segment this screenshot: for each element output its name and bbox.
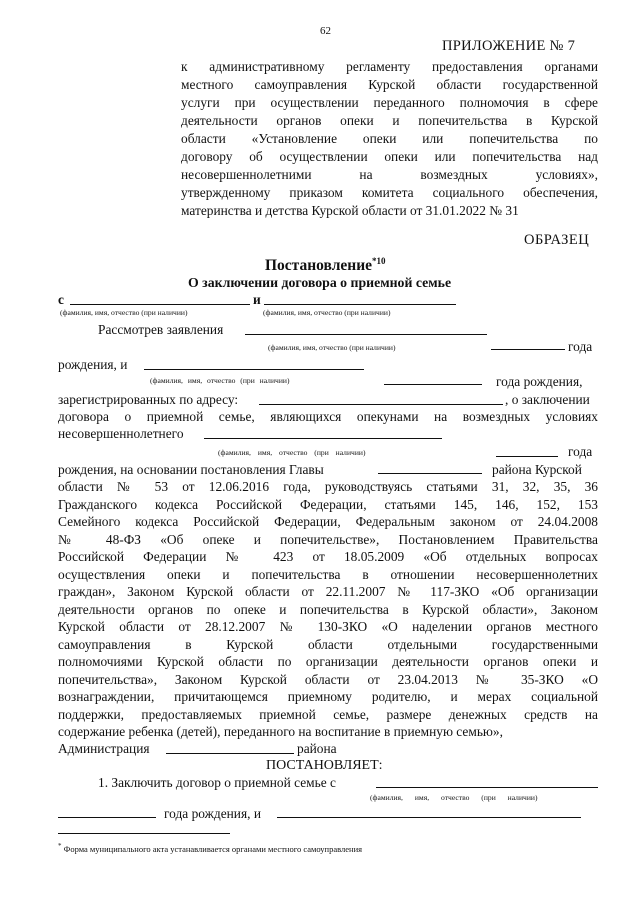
- caption-fio-2: (фамилия, имя, отчество (при наличии): [263, 308, 391, 317]
- birth-basis-end: района Курской: [492, 462, 582, 477]
- item-1-text: 1. Заключить договор о приемной семье с: [98, 775, 336, 790]
- body-line: содержание ребенка (детей), переданного на воспитание в приемную семью»,: [58, 724, 503, 739]
- on-conclusion-label: , о заключении: [505, 392, 590, 407]
- item-1-fio-blank[interactable]: [376, 787, 598, 788]
- administration-label: Администрация: [58, 741, 150, 756]
- registered-label: зарегистрированных по адресу:: [58, 392, 239, 407]
- minor-fio-blank[interactable]: [204, 438, 442, 439]
- year-label-2: года: [568, 444, 593, 459]
- fio-blank-1[interactable]: [70, 304, 250, 305]
- appendix-line: несовершеннолетними на возмездных условиях»,: [181, 167, 598, 182]
- item-1-year-blank[interactable]: [58, 817, 156, 818]
- sample-label: ОБРАЗЕЦ: [524, 232, 590, 248]
- document-title: [265, 251, 386, 276]
- body-line: Курской области от 28.12.2007 № 130-ЗКО «О наделении органов местного: [58, 619, 598, 634]
- year-blank-2[interactable]: [384, 384, 482, 385]
- body-line: области № 53 от 12.06.2016 года, руководствуясь статьями 31, 32, 35, 36: [58, 479, 598, 494]
- appendix-line: деятельности органов опеки и попечительства в Курской: [181, 113, 598, 128]
- year-blank-1[interactable]: [491, 349, 565, 350]
- footnote-separator: [58, 833, 230, 834]
- appendix-line: утвержденному приказом комитета социального обеспечения,: [181, 185, 598, 200]
- item-1-year-label: года рождения, и: [164, 806, 261, 821]
- year-blank-3[interactable]: [496, 456, 558, 457]
- title-text: Постановление: [265, 257, 373, 275]
- body-line: Гражданского кодекса Российской Федерации, статьями 145, 146, 152, 153: [58, 497, 598, 512]
- title-footnote-mark: *10: [372, 256, 386, 266]
- fio-blank-2[interactable]: [264, 304, 456, 305]
- contract-line: договора о приемной семье, являющихся опекунами на возмездных условиях: [58, 409, 598, 424]
- body-line: вознаграждении, причитающемся приемному родителю, и мерах социальной: [58, 689, 598, 704]
- fio-blank-3[interactable]: [144, 369, 364, 370]
- birth-and-label: рождения, и: [58, 357, 128, 372]
- year-label-1: года: [568, 339, 593, 354]
- body-line: № 48-ФЗ «Об опеке и попечительстве», Постановлением Правительства: [58, 532, 598, 547]
- body-line: граждан», Законом Курской области от 22.11.2007 № 117-ЗКО «Об организации: [58, 584, 598, 599]
- body-line: поддержки, предоставляемых приемной семье, размере денежных средств на: [58, 707, 598, 722]
- document-subtitle: О заключении договора о приемной семье: [188, 275, 452, 290]
- appendix-title: ПРИЛОЖЕНИЕ № 7: [442, 38, 576, 54]
- year-of-birth-label-1: года рождения,: [496, 374, 583, 389]
- appendix-line: области «Установление опеки или попечительства по: [181, 131, 598, 146]
- body-line: деятельности органов по опеке и попечительства в Курской области», Законом: [58, 602, 598, 617]
- prefix-s: с: [58, 292, 64, 307]
- appendix-line: местного самоуправления Курской области государственной: [181, 77, 598, 92]
- page-number: 62: [320, 25, 331, 37]
- caption-fio-6: (фамилия, имя, отчество (при наличии): [370, 793, 538, 802]
- appendix-line: материнства и детства Курской области от 31.01.2022 № 31: [181, 203, 519, 218]
- birth-basis-start: рождения, на основании постановления Главы: [58, 462, 324, 477]
- caption-fio-5: (фамилия, имя, отчество (при наличии): [218, 448, 366, 457]
- minor-label: несовершеннолетнего: [58, 426, 184, 441]
- footnote-mark: *: [58, 842, 62, 850]
- footnote: [58, 841, 362, 854]
- administration-blank[interactable]: [166, 753, 294, 754]
- body-line: попечительства», Законом Курской области от 23.04.2013 № 35-ЗКО «О: [58, 672, 598, 687]
- body-line: самоуправления в Курской области отдельными государственными: [58, 637, 598, 652]
- decree-heading: ПОСТАНОВЛЯЕТ:: [266, 758, 383, 773]
- prefix-i: и: [253, 292, 261, 307]
- caption-fio-1: (фамилия, имя, отчество (при наличии): [60, 308, 188, 317]
- footnote-text: Форма муниципального акта устанавливается органами местного самоуправления: [63, 843, 363, 854]
- head-name-blank[interactable]: [378, 473, 482, 474]
- district-label: района: [297, 741, 337, 756]
- body-line: осуществления опеки и попечительства в отношении несовершеннолетних: [58, 567, 598, 582]
- address-blank[interactable]: [259, 404, 503, 405]
- caption-fio-4: (фамилия, имя, отчество (при наличии): [150, 376, 290, 385]
- appendix-line: договору об осуществлении опеки или попечительства над: [181, 149, 598, 164]
- item-1-second-fio-blank[interactable]: [277, 817, 581, 818]
- applicant-blank[interactable]: [245, 334, 487, 335]
- body-line: полномочиями Курской области по организации деятельности органов опеки и: [58, 654, 598, 669]
- reviewed-label: Рассмотрев заявления: [98, 322, 224, 337]
- appendix-line: услуги при осуществлении переданного полномочия в сфере: [181, 95, 598, 110]
- body-line: Семейного кодекса Российской Федерации, Федеральным законом от 24.04.2008: [58, 514, 598, 529]
- appendix-line: к административному регламенту предоставления органами: [181, 59, 598, 74]
- caption-fio-3: (фамилия, имя, отчество (при наличии): [268, 343, 396, 352]
- body-line: Российской Федерации № 423 от 18.05.2009 «Об отдельных вопросах: [58, 549, 598, 564]
